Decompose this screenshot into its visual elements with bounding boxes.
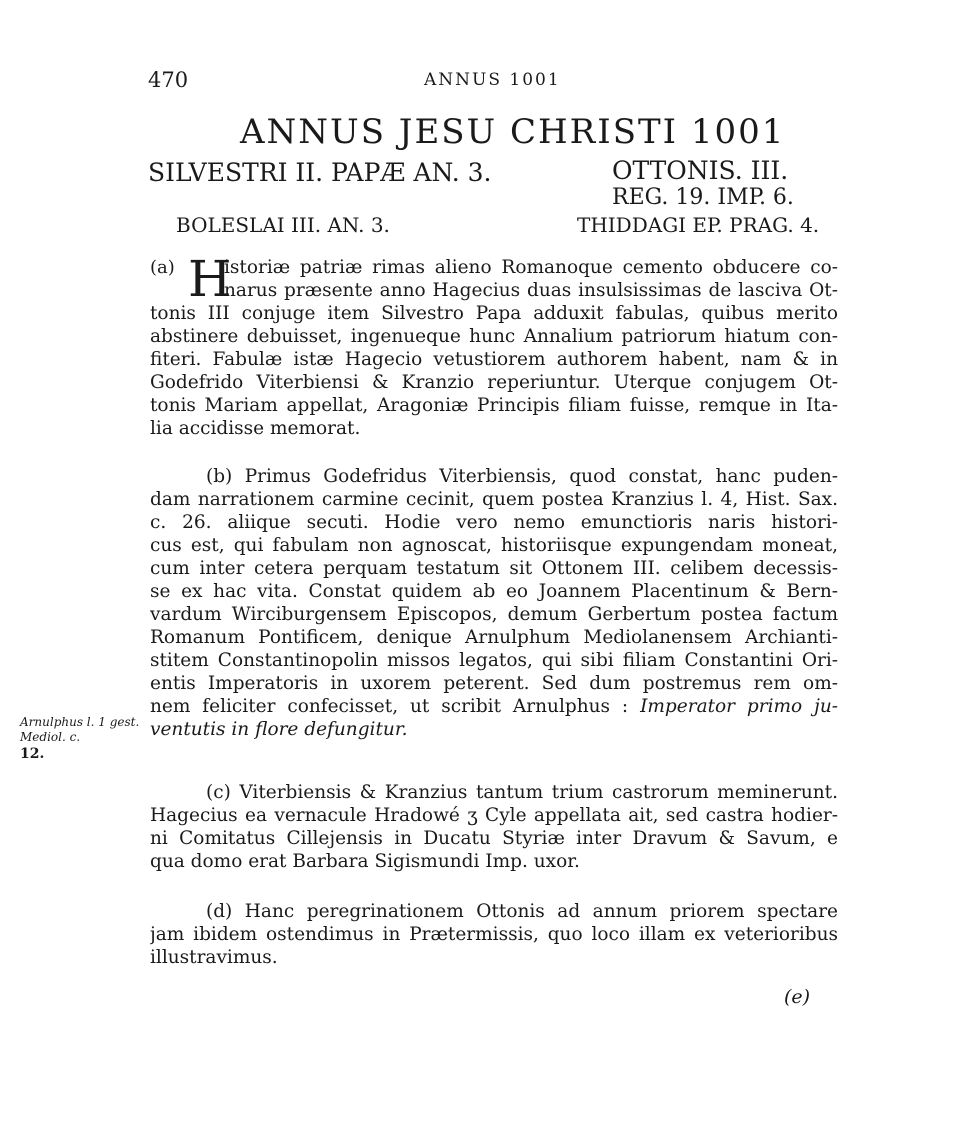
duke-year-line: BOLESLAI III. AN. 3.	[176, 213, 390, 237]
note-b-first-line	[150, 465, 838, 488]
note-a-line: Godefrido Viterbiensi & Kranzio reperiuntur. Uterque conjugem Ot-	[150, 372, 838, 393]
arnulphus-quote: Imperator primo ju-	[640, 696, 838, 717]
arnulphus-quote-end: ventutis in flore defungitur.	[150, 719, 408, 740]
note-d-line-text: Hanc peregrinationem Ottonis ad annum priorem spectare	[244, 901, 838, 922]
note-a-line: narus præsente anno Hagecius duas insulsissimas de lasciva Ot-	[224, 280, 838, 301]
note-b-tag: (b)	[206, 466, 233, 487]
note-d-line: illustravimus.	[150, 947, 278, 968]
note-d-first-line	[150, 900, 838, 923]
note-b-line: dam narrationem carmine cecinit, quem postea Kranzius l. 4, Hist. Sax.	[150, 489, 838, 510]
note-b-line: se ex hac vita. Constat quidem ab eo Joannem Placentinum & Bern-	[150, 581, 838, 602]
note-a-tag: (a)	[150, 257, 175, 278]
note-b-line-text: nem feliciter confecisset, ut scribit Arnulphus :	[150, 696, 629, 717]
note-c-line: Hagecius ea vernacule Hradowé ʒ Cyle appellata ait, sed castra hodier-	[150, 805, 838, 826]
main-title: ANNUS JESU CHRISTI 1001	[240, 112, 786, 152]
drop-cap: H	[188, 250, 232, 308]
note-a-line: tonis Mariam appellat, Aragoniæ Principis filiam fuisse, remque in Ita-	[150, 395, 838, 416]
running-head: ANNUS 1001	[424, 70, 561, 90]
page-number: 470	[148, 68, 189, 92]
catchword: (e)	[784, 986, 811, 1008]
note-b	[150, 465, 838, 741]
note-b-line: cum inter cetera perquam testatum sit Ottonem III. celibem decessis-	[150, 558, 838, 579]
note-b-line: stitem Constantinopolin missos legatos, qui sibi filiam Constantini Ori-	[150, 650, 838, 671]
pope-year-line: SILVESTRI II. PAPÆ AN. 3.	[148, 158, 492, 187]
note-b-line: Romanum Pontificem, denique Arnulphum Mediolanensem Archianti-	[150, 627, 838, 648]
note-c-line: ni Comitatus Cillejensis in Ducatu Styriæ inter Dravum & Savum, e	[150, 828, 838, 849]
note-b-line: entis Imperatoris in uxorem peterent. Sed dum postremus rem om-	[150, 673, 838, 694]
note-a-line: lia accidisse memorat.	[150, 418, 361, 439]
note-a-line: fiteri. Fabulæ istæ Hagecio vetustiorem authorem habent, nam & in	[150, 349, 838, 370]
note-c-line-text: Viterbiensis & Kranzius tantum trium castrorum meminerunt.	[239, 782, 838, 803]
note-b-line-text: Primus Godefridus Viterbiensis, quod constat, hanc puden-	[244, 466, 838, 487]
note-b-line: cus est, qui fabulam non agnoscat, historiisque expungendam moneat,	[150, 535, 838, 556]
note-c-first-line	[150, 781, 838, 804]
emperor-regnal-years: REG. 19. IMP. 6.	[612, 185, 794, 210]
note-a-line: istoriæ patriæ rimas alieno Romanoque cemento obducere co-	[224, 257, 838, 278]
note-a-line: tonis III conjuge item Silvestro Papa adduxit fabulas, quibus merito	[150, 303, 838, 324]
note-c-tag: (c)	[206, 782, 231, 803]
note-b-line-quote	[150, 695, 838, 718]
note-a	[150, 250, 838, 440]
note-b-line: c. 26. aliique secuti. Hodie vero nemo emunctioris naris histori-	[150, 512, 838, 533]
emperor-line: OTTONIS. III.	[612, 156, 789, 185]
note-c-line: qua domo erat Barbara Sigismundi Imp. uxor.	[150, 851, 580, 872]
note-d	[150, 900, 838, 969]
margin-note-ref: 12.	[20, 746, 45, 762]
note-b-line: vardum Wirciburgensem Episcopos, demum Gerbertum postea factum	[150, 604, 838, 625]
note-a-line: abstinere debuisset, ingenueque hunc Annalium patriorum hiatum con-	[150, 326, 838, 347]
bishop-year-line: THIDDAGI EP. PRAG. 4.	[577, 213, 820, 237]
margin-note: Arnulphus l. 1 gest. Mediol. c.	[20, 715, 140, 744]
note-d-line: jam ibidem ostendimus in Prætermissis, quo loco illam ex veterioribus	[150, 924, 838, 945]
note-c	[150, 781, 838, 873]
note-d-tag: (d)	[206, 901, 233, 922]
